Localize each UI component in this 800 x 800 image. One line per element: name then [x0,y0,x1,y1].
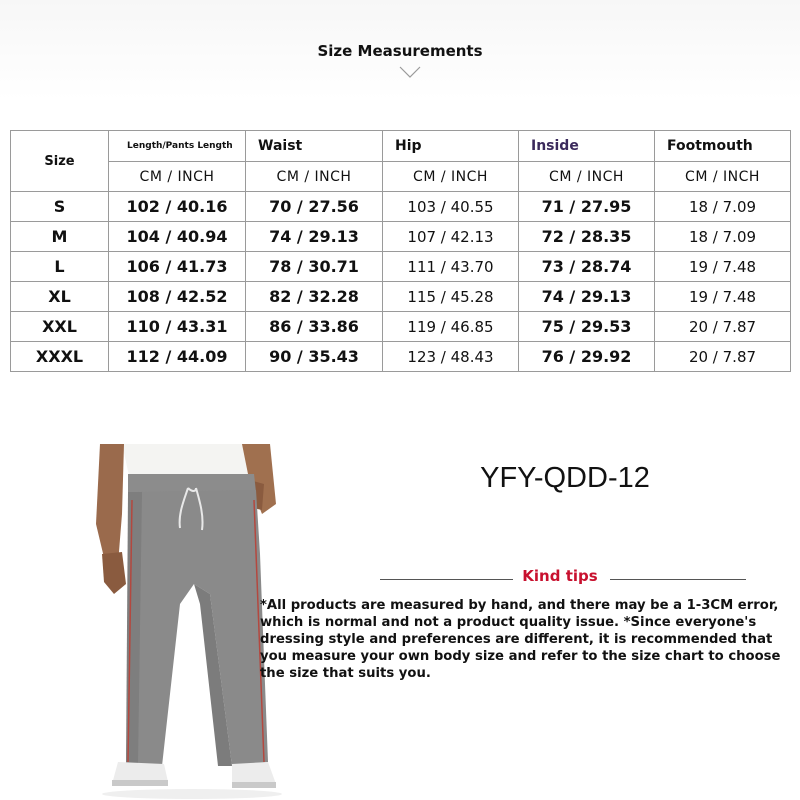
column-header-waist: Waist [246,131,383,162]
inside-cell: 71 / 27.95 [519,192,655,222]
table-row [11,312,791,342]
waist-cell: 70 / 27.56 [246,192,383,222]
kind-tips-title: Kind tips [522,567,598,585]
inside-cell: 75 / 29.53 [519,312,655,342]
waist-cell: 82 / 32.28 [246,282,383,312]
kind-tips-text: *All products are measured by hand, and there may be a 1-3CM error, which is normal and not a product quality issue. *Since everyone's dressing style and preferences are different, it is recommended that you measure your own body size and refer to the size chart to choose the size that suits you. [260,598,781,681]
size-header: Size [11,131,109,192]
divider-line [610,579,746,580]
waist-cell: 90 / 35.43 [246,342,383,372]
column-header-length: Length/Pants Length [109,131,246,162]
size-cell: XL [11,282,109,312]
waist-cell: 74 / 29.13 [246,222,383,252]
size-chart-table [10,130,791,372]
footmouth-cell: 19 / 7.48 [655,282,791,312]
unit-label: CM / INCH [519,162,655,192]
size-cell: XXL [11,312,109,342]
hip-cell: 123 / 48.43 [383,342,519,372]
unit-label: CM / INCH [246,162,383,192]
divider-line [380,579,513,580]
table-row [11,252,791,282]
waist-cell: 78 / 30.71 [246,252,383,282]
unit-label: CM / INCH [109,162,246,192]
size-cell: S [11,192,109,222]
footmouth-cell: 18 / 7.09 [655,192,791,222]
unit-row [11,162,791,192]
size-cell: XXXL [11,342,109,372]
table-row [11,282,791,312]
table-row [11,342,791,372]
footmouth-cell: 18 / 7.09 [655,222,791,252]
column-header-inside: Inside [519,131,655,162]
inside-cell: 72 / 28.35 [519,222,655,252]
chevron-down-icon [398,64,422,80]
inside-cell: 73 / 28.74 [519,252,655,282]
inside-cell: 74 / 29.13 [519,282,655,312]
footmouth-cell: 20 / 7.87 [655,342,791,372]
hip-cell: 103 / 40.55 [383,192,519,222]
table-header-row [11,131,791,162]
size-cell: L [11,252,109,282]
hip-cell: 107 / 42.13 [383,222,519,252]
table-row [11,192,791,222]
footmouth-cell: 20 / 7.87 [655,312,791,342]
table-row [11,222,791,252]
length-cell: 106 / 41.73 [109,252,246,282]
size-cell: M [11,222,109,252]
column-header-footmouth: Footmouth [655,131,791,162]
hip-cell: 119 / 46.85 [383,312,519,342]
hip-cell: 111 / 43.70 [383,252,519,282]
column-header-hip: Hip [383,131,519,162]
product-code: YFY-QDD-12 [480,462,650,494]
length-cell: 102 / 40.16 [109,192,246,222]
hip-cell: 115 / 45.28 [383,282,519,312]
inside-cell: 76 / 29.92 [519,342,655,372]
length-cell: 104 / 40.94 [109,222,246,252]
footmouth-cell: 19 / 7.48 [655,252,791,282]
unit-label: CM / INCH [655,162,791,192]
page-title: Size Measurements [317,42,483,60]
unit-label: CM / INCH [383,162,519,192]
length-cell: 110 / 43.31 [109,312,246,342]
length-cell: 108 / 42.52 [109,282,246,312]
length-cell: 112 / 44.09 [109,342,246,372]
waist-cell: 86 / 33.86 [246,312,383,342]
